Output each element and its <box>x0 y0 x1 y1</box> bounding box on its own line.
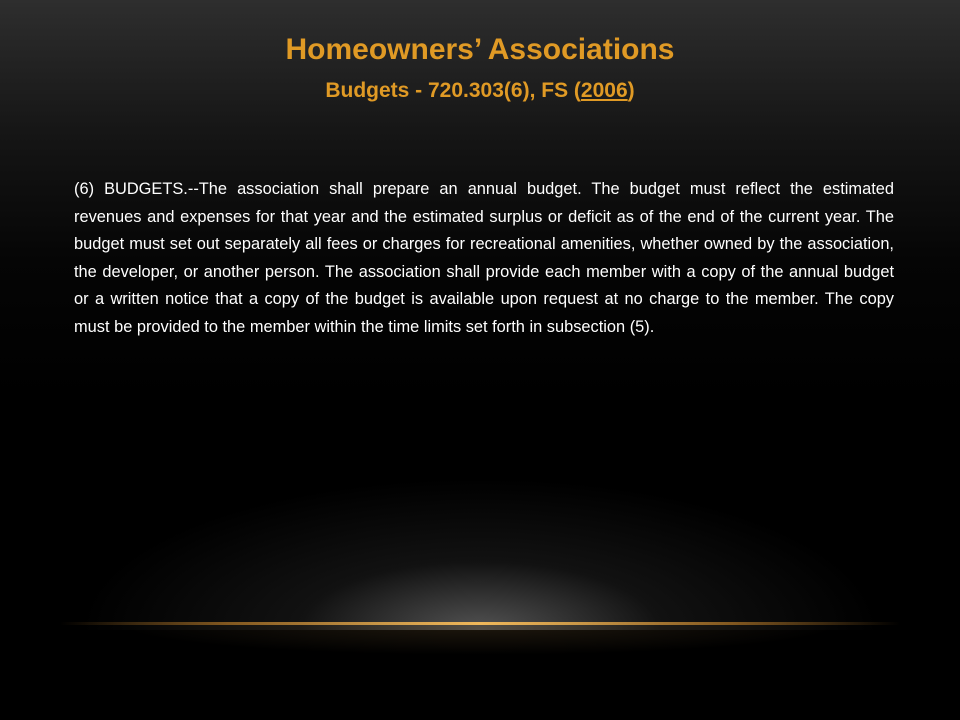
statute-body-text: (6) BUDGETS.--The association shall prepare an annual budget. The budget must reflect the estimated revenues and expenses for that year and the estimated surplus or deficit as of the end of the current year. The budget must set out separately all fees or charges for recreational amenities, whether owned by the association, the developer, or another person. The association shall provide each member with a copy of the annual budget or a written notice that a copy of the budget is available upon request at no charge to the member. The copy must be provided to the member within the time limits set forth in subsection (5). <box>74 180 894 336</box>
floor-glow <box>80 470 880 630</box>
floor-reflection <box>120 625 840 655</box>
slide-title: Homeowners’ Associations <box>285 33 675 66</box>
subtitle-year-link[interactable]: 2006 <box>580 79 628 102</box>
slide-subtitle <box>0 77 960 105</box>
subtitle-prefix: Budgets - 720.303(6), FS ( <box>325 79 581 102</box>
subtitle-suffix: ) <box>627 79 635 102</box>
